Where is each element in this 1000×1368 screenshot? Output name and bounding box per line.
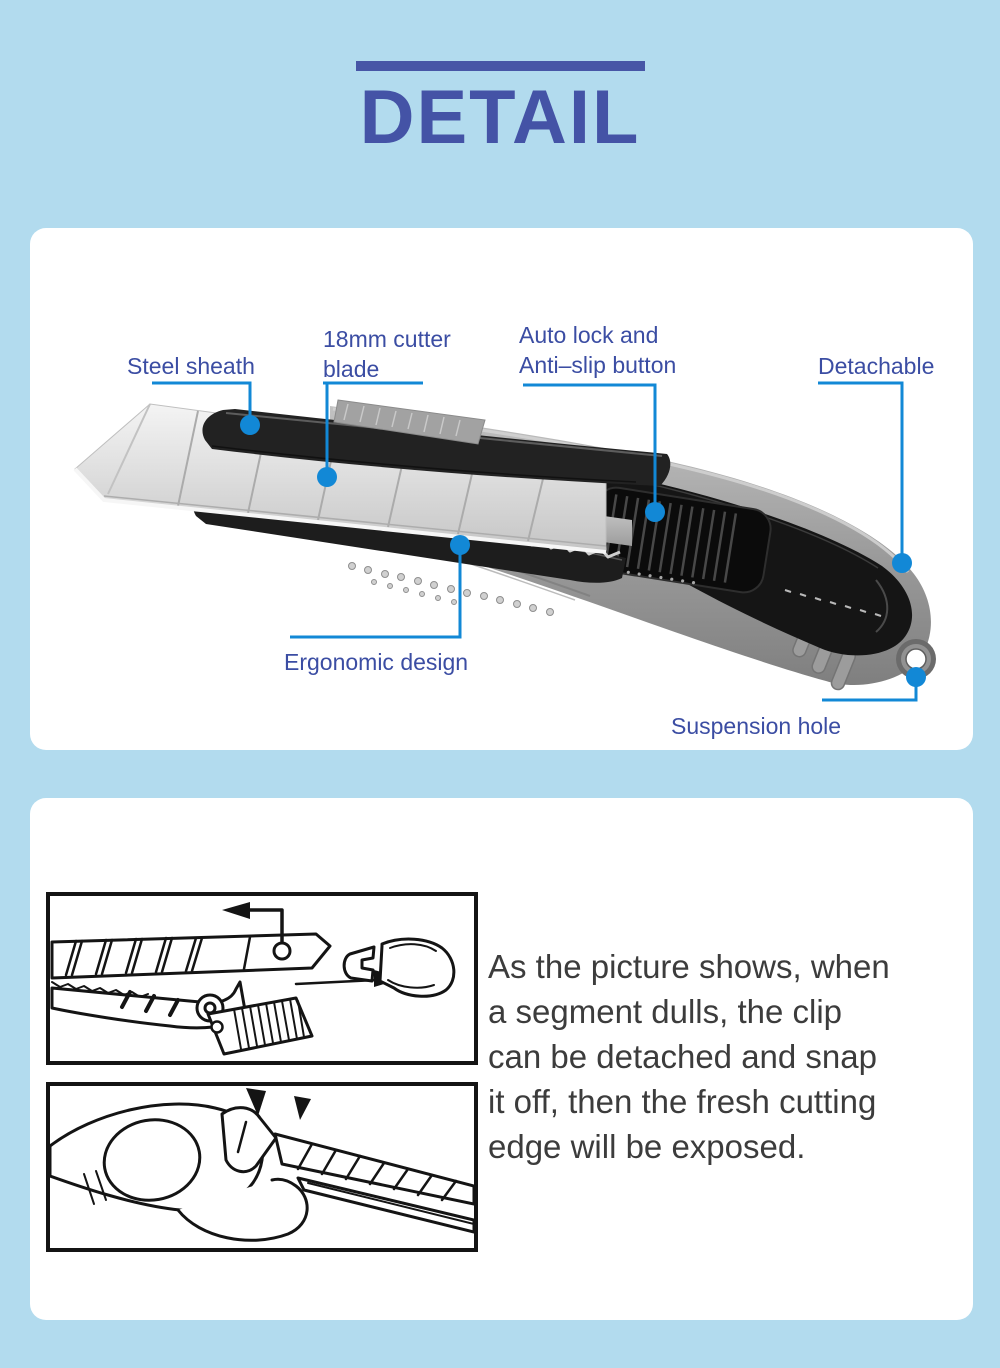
blade-detach-diagram xyxy=(46,892,478,1065)
instruction-panel xyxy=(30,798,973,1320)
utility-knife-photo xyxy=(30,228,973,750)
label-suspension-hole: Suspension hole xyxy=(671,713,842,739)
blade-snap-diagram xyxy=(46,1082,478,1252)
label-cutter-blade: 18mm cutter blade xyxy=(323,326,451,382)
feature-callout-panel xyxy=(30,228,973,750)
label-detachable: Detachable xyxy=(818,353,935,379)
label-ergonomic-design: Ergonomic design xyxy=(284,649,469,675)
page-title: DETAIL xyxy=(359,75,641,160)
label-steel-sheath: Steel sheath xyxy=(127,353,255,379)
heading-accent-bar xyxy=(356,61,645,71)
instruction-text: As the picture shows, when a segment dulls, the clip can be detached and snap it off, then the fresh cutting edge will be exposed. xyxy=(488,948,890,1165)
label-auto-lock: Auto lock and Anti–slip button xyxy=(519,322,677,378)
